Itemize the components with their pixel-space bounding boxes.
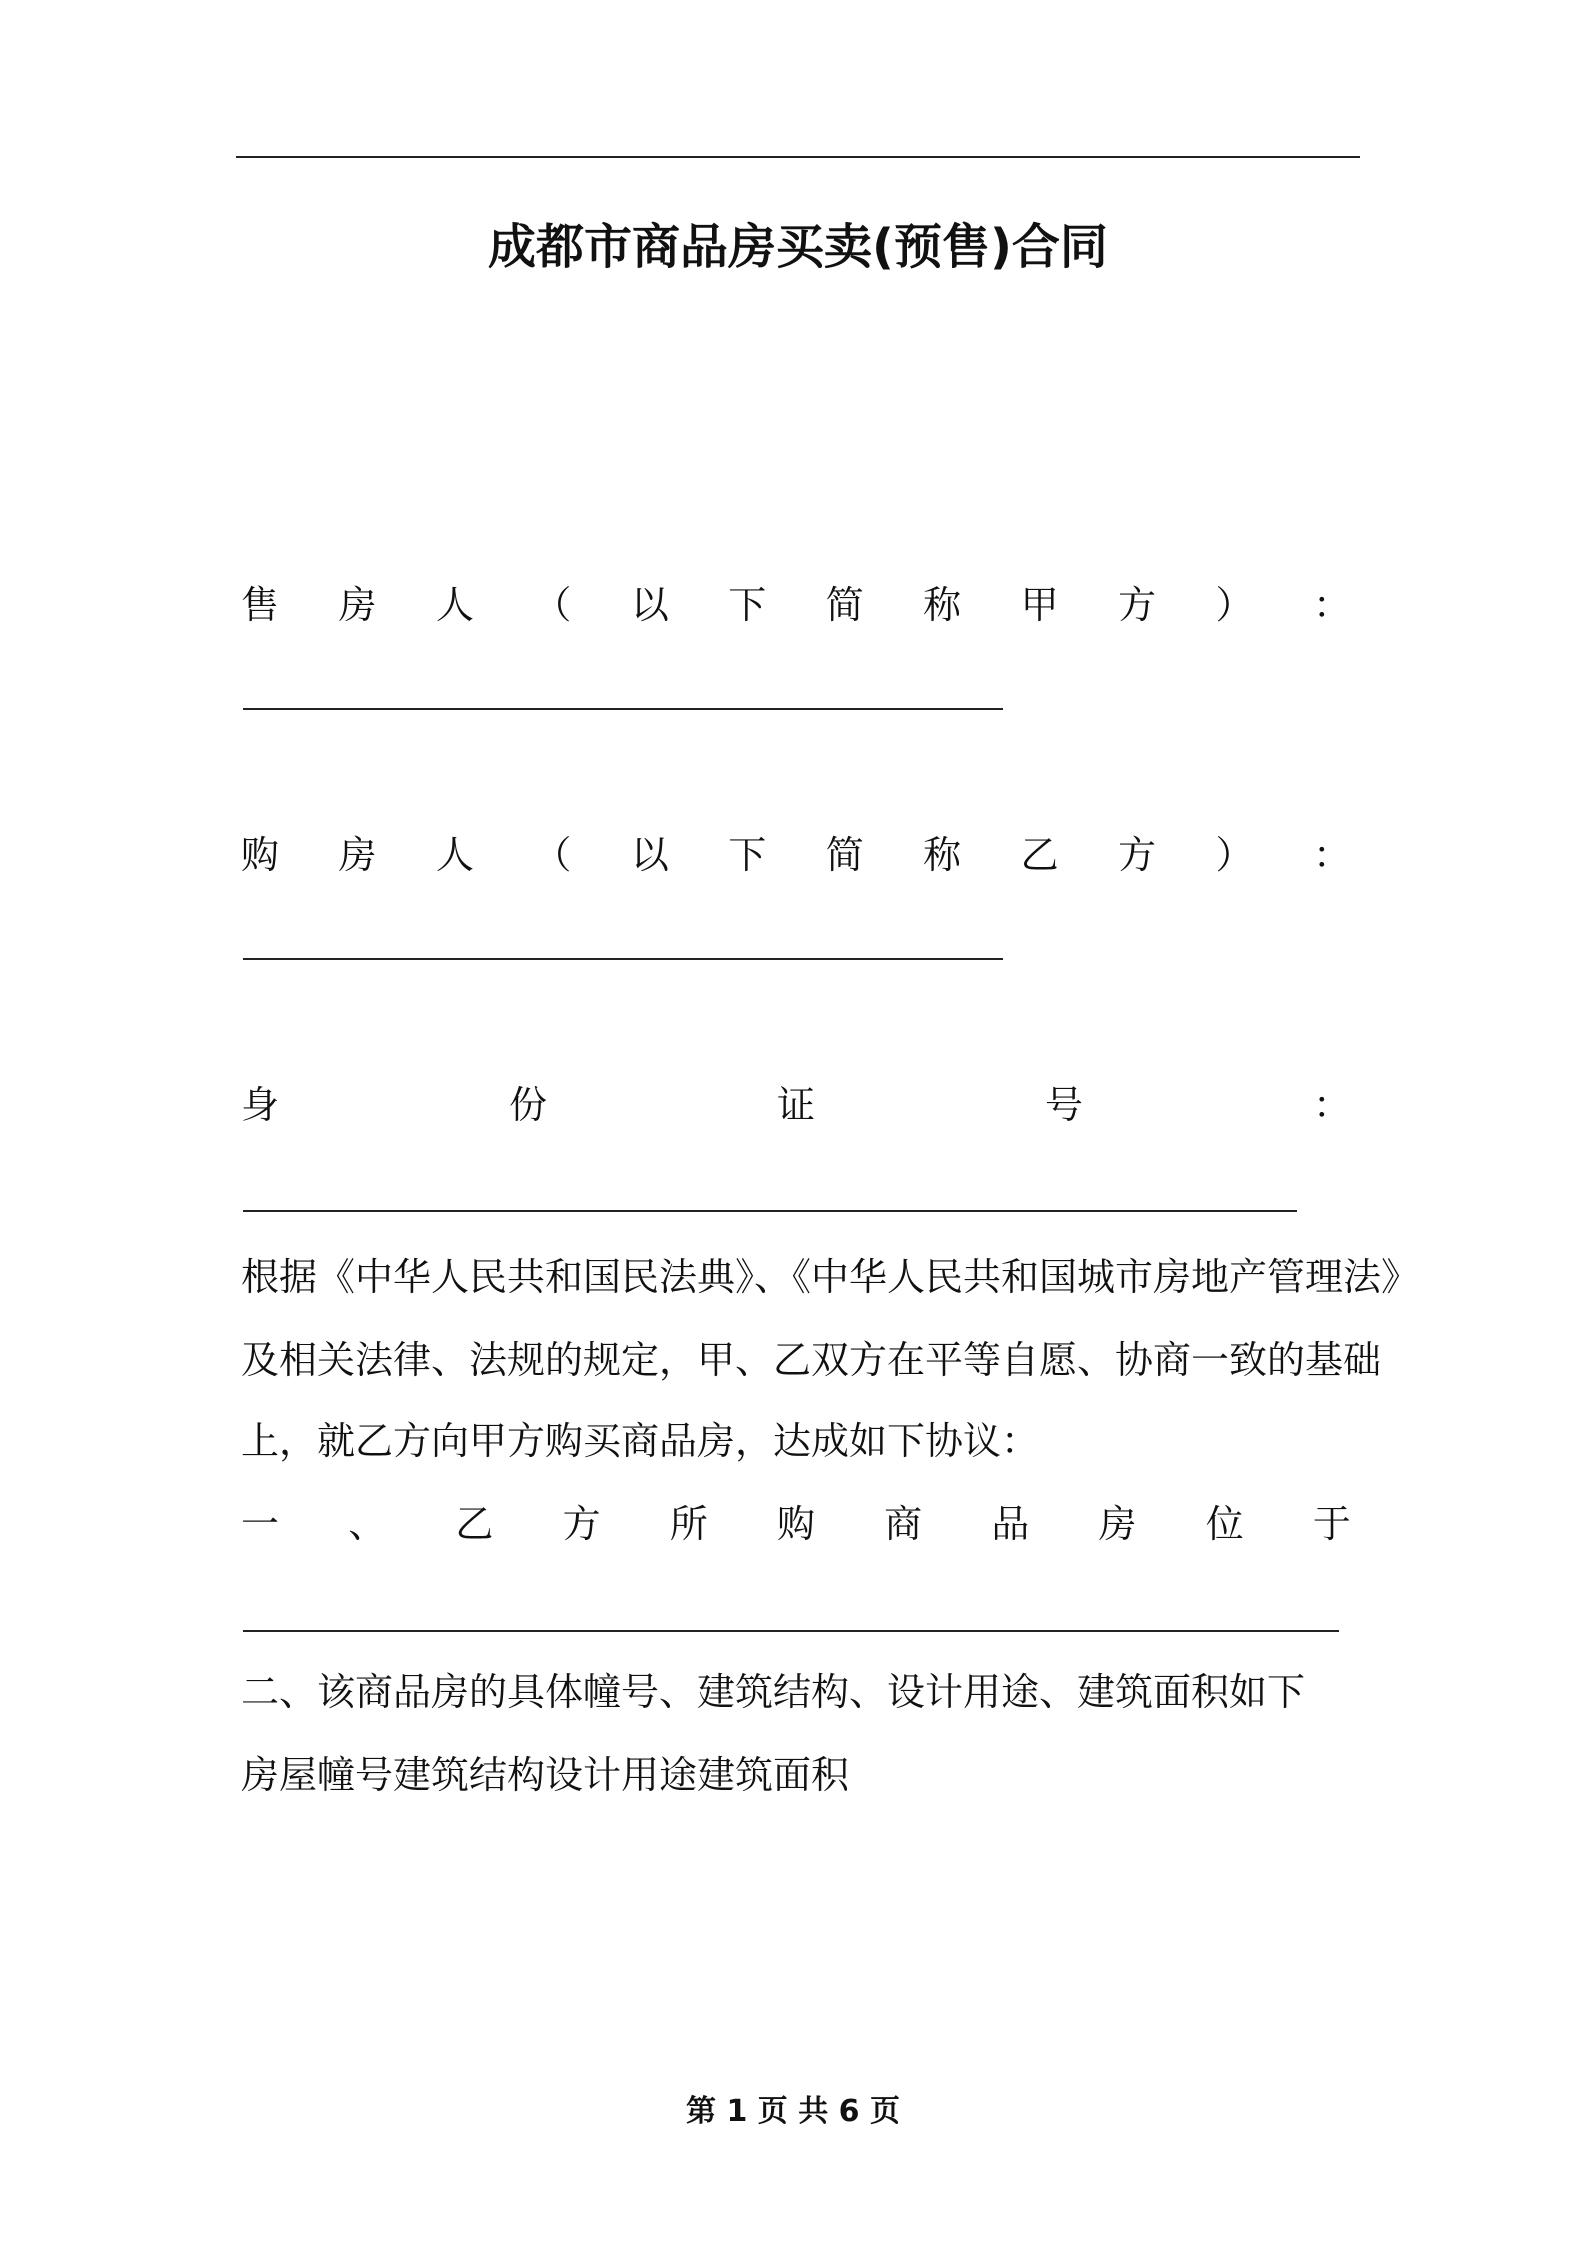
- preamble-line-2: 及相关法律、法规的规定，甲、乙双方在平等自愿、协商一致的基础: [241, 1338, 1382, 1382]
- preamble-line-3: 上，就乙方向甲方购买商品房，达成如下协议：: [241, 1419, 1040, 1463]
- clause-two: 二、该商品房的具体幢号、建筑结构、设计用途、建筑面积如下: [241, 1670, 1306, 1714]
- seller-label: 售 房 人 （ 以 下 简 称 甲 方 ） ：: [241, 583, 1351, 627]
- table-header: 房屋幢号建筑结构设计用途建筑面积: [241, 1753, 850, 1797]
- buyer-name-blank[interactable]: [243, 958, 1003, 960]
- seller-name-blank[interactable]: [243, 708, 1003, 710]
- clause-one: 一 、 乙 方 所 购 商 品 房 位 于: [241, 1502, 1351, 1546]
- page-number: 第 1 页 共 6 页: [686, 2094, 900, 2129]
- id-number-label: 身 份 证 号 ：: [241, 1083, 1351, 1127]
- document-title: 成都市商品房买卖(预售)合同: [488, 219, 1108, 275]
- property-location-blank[interactable]: [243, 1630, 1339, 1632]
- buyer-label: 购 房 人 （ 以 下 简 称 乙 方 ） ：: [241, 833, 1351, 877]
- header-rule: [236, 156, 1360, 158]
- preamble-line-1: 根据《中华人民共和国民法典》、《中华人民共和国城市房地产管理法》: [241, 1255, 1420, 1299]
- id-number-blank[interactable]: [243, 1210, 1297, 1212]
